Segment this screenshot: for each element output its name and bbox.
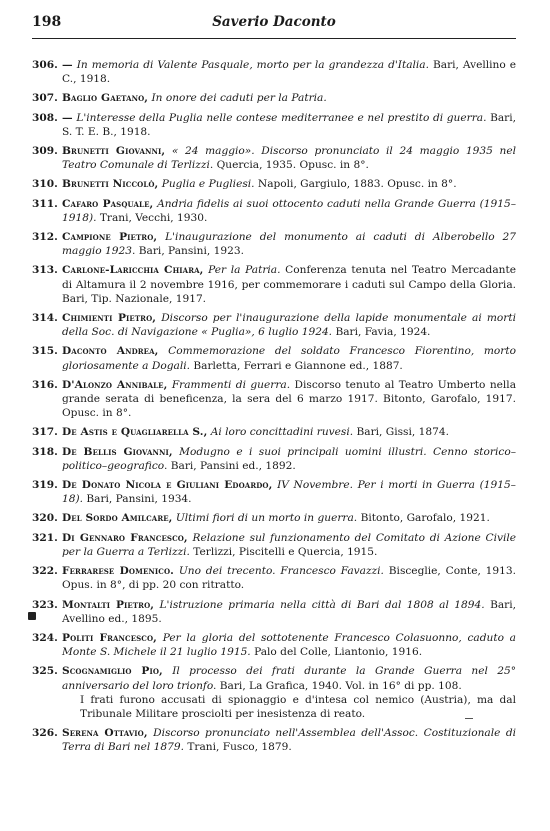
entry-publication: Bari, Pansini, 1934. — [86, 493, 192, 506]
entry-number: 312. — [32, 231, 58, 244]
entry-author: Politi Francesco, — [62, 631, 157, 644]
entry-title: Per la gloria del sottotenente Francesco Colasuonno, caduto a Monte S. Michele il 21 luglio 1915. — [62, 631, 516, 659]
entry-author: Brunetti Giovanni, — [62, 145, 166, 158]
entry-number: 311. — [32, 197, 58, 210]
entry-author: Scognamiglio Pio, — [62, 665, 163, 678]
entry-author: Montalti Pietro, — [62, 598, 155, 611]
entry-author: Del Sordo Amilcare, — [62, 512, 173, 525]
entry-number: 317. — [32, 426, 58, 439]
entry-number: 308. — [32, 111, 58, 124]
bibliography-entry — [32, 91, 516, 105]
entry-author: De Donato Nicola e Giuliani Edoardo, — [62, 479, 273, 492]
entry-publication: Barletta, Ferrari e Giannone ed., 1887. — [193, 359, 403, 372]
bibliography-entry — [32, 511, 516, 525]
header-rule — [32, 38, 516, 39]
entry-title: Discorso pronunciato nell'Assemblea dell'Assoc. Costituzionale di Terra di Bari nel 1879. — [62, 727, 516, 754]
entry-number: 322. — [32, 565, 58, 578]
bibliography-entry — [32, 631, 516, 659]
entry-number: 319. — [32, 479, 58, 492]
entry-author: Cafaro Pasquale, — [62, 197, 154, 210]
entry-publication: Conferenza tenuta nel Teatro Mercadante di Altamura il 2 novembre 1916, per commemorare i caduti sul Campo della Gloria. Bari, Tip. Nazionale, 1917. — [62, 264, 517, 305]
entry-title: L'inaugurazione del monumento ai caduti di Alberobello 27 maggio 1923. — [62, 231, 516, 258]
entry-publication: Bitonto, Garofalo, 1921. — [360, 512, 490, 525]
entry-title: In onore dei caduti per la Patria. — [151, 92, 327, 105]
bibliography-entry — [32, 726, 516, 754]
entry-title: Modugno e i suoi principali uomini illustri. Cenno storico–politico–geografico. — [62, 445, 516, 472]
bibliography-list — [32, 58, 516, 760]
entry-number: 315. — [32, 345, 58, 358]
entry-author: Chimienti Pietro, — [62, 312, 157, 325]
entry-number: 324. — [32, 631, 58, 644]
entry-author: Serena Ottavio, — [62, 727, 148, 740]
entry-title: Uno dei trecento. Francesco Favazzi. — [178, 565, 384, 578]
entry-publication: Bari, Gissi, 1874. — [356, 426, 449, 439]
entry-number: 310. — [32, 178, 58, 191]
entry-number: 314. — [32, 312, 58, 325]
entry-number: 323. — [32, 598, 58, 611]
entry-title: Commemorazione del soldato Francesco Fiorentino, morto gloriosamente a Dogali. — [62, 345, 516, 372]
entry-author: Brunetti Niccolò, — [62, 178, 159, 191]
ink-dash-mark — [465, 718, 473, 719]
entry-author: Ferrarese Domenico. — [62, 565, 174, 578]
entry-title: L'istruzione primaria nella città di Bari dal 1808 al 1894. — [159, 598, 485, 611]
entry-publication: Bari, S. T. E. B., 1918. — [62, 111, 516, 138]
entry-publication: Bari, Favia, 1924. — [335, 326, 431, 339]
entry-author: — — [62, 59, 73, 71]
entry-note: I frati furono accusati di spionaggio e d'intesa col nemico (Austria), ma dal Tribunale Militare prosciolti per inesistenza di reato. — [80, 693, 516, 720]
page-header — [32, 14, 516, 34]
entry-publication: Discorso tenuto al Teatro Umberto nella grande serata di beneficenza, la sera del 6 marzo 1917. Bitonto, Garofalo, 1917. Opusc. in 8°. — [62, 378, 517, 420]
entry-number: 307. — [32, 92, 58, 105]
entry-title: Discorso per l'inaugurazione della lapide monumentale ai morti della Soc. di Navigazione « Puglia», 6 luglio 1924. — [62, 312, 516, 339]
entry-number: 306. — [32, 59, 58, 71]
entry-publication: Bisceglie, Conte, 1913. Opus. in 8°, di pp. 20 con ritratto. — [62, 565, 517, 592]
entry-publication: Terlizzi, Piscitelli e Quercia, 1915. — [193, 545, 378, 558]
bibliography-entry — [32, 311, 516, 339]
entry-title: In memoria di Valente Pasquale, morto per la grandezza d'Italia. — [76, 59, 429, 71]
margin-ink-mark — [28, 612, 36, 620]
entry-author: D'Alonzo Annibale, — [62, 378, 168, 391]
bibliography-entry — [32, 531, 516, 559]
bibliography-entry — [32, 478, 516, 506]
entry-title: Relazione sul funzionamento del Comitato di Azione Civile per la Guerra a Terlizzi. — [62, 531, 516, 558]
entry-publication: Trani, Fusco, 1879. — [187, 741, 292, 754]
entry-number: 313. — [32, 264, 58, 277]
bibliography-entry — [32, 598, 516, 626]
bibliography-entry — [32, 425, 516, 439]
bibliography-entry — [32, 378, 516, 421]
bibliography-entry — [32, 177, 516, 191]
entry-title: « 24 maggio». Discorso pronunciato il 24 maggio 1935 nel Teatro Comunale di Terlizzi. — [62, 145, 517, 172]
bibliography-entry — [32, 445, 516, 473]
entry-author: Daconto Andrea, — [62, 345, 159, 358]
entry-number: 309. — [32, 145, 58, 158]
entry-author: Campione Pietro, — [62, 231, 158, 244]
entry-title: Puglia e Pugliesi. — [161, 178, 255, 191]
entry-publication: Bari, Avellino ed., 1895. — [62, 598, 516, 625]
entry-publication: Trani, Vecchi, 1930. — [99, 211, 208, 224]
entry-title: IV Novembre. Per i morti in Guerra (1915–18). — [62, 479, 516, 506]
entry-title: Andria fidelis ai suoi ottocento caduti nella Grande Guerra (1915–1918). — [62, 197, 516, 224]
entry-publication: Bari, Pansini ed., 1892. — [170, 459, 296, 472]
entry-title: Frammenti di guerra. — [171, 378, 291, 391]
entry-title: Per la Patria. — [208, 264, 281, 277]
entry-number: 316. — [32, 378, 58, 391]
entry-author: Di Gennaro Francesco, — [62, 531, 188, 544]
entry-author: De Astis e Quagliarella S., — [62, 426, 208, 439]
entry-author: — — [62, 111, 73, 124]
entry-number: 320. — [32, 512, 58, 525]
entry-title: Ai loro concittadini ruvesi. — [210, 426, 354, 439]
entry-publication: Bari, Pansini, 1923. — [138, 245, 244, 258]
bibliography-entry — [32, 263, 516, 306]
entry-number: 325. — [32, 665, 58, 678]
entry-publication: Napoli, Gargiulo, 1883. Opusc. in 8°. — [257, 178, 457, 191]
page-number: 198 — [32, 14, 62, 30]
bibliography-entry — [32, 197, 516, 225]
bibliography-entry — [32, 144, 516, 172]
entry-title: Il processo dei frati durante la Grande Guerra nel 25° anniversario del loro trionfo. — [62, 665, 516, 692]
entry-publication: Bari, La Grafica, 1940. Vol. in 16° di pp. 108. — [219, 679, 462, 692]
bibliography-entry — [32, 230, 516, 258]
entry-author: Carlone-Laricchia Chiara, — [62, 264, 204, 277]
running-head: Saverio Daconto — [212, 14, 336, 30]
bibliography-entry — [32, 58, 516, 86]
bibliography-entry — [32, 564, 516, 592]
entry-author: Baglio Gaetano, — [62, 92, 149, 105]
bibliography-entry — [32, 111, 516, 139]
entry-number: 318. — [32, 445, 58, 458]
bibliography-entry — [32, 664, 516, 721]
entry-publication: Bari, Avellino e C., 1918. — [62, 59, 517, 86]
entry-publication: Palo del Colle, Liantonio, 1916. — [254, 646, 423, 659]
entry-title: L'interesse della Puglia nelle contese mediterranee e nel prestito di guerra. — [76, 111, 487, 124]
entry-author: De Bellis Giovanni, — [62, 445, 173, 458]
entry-publication: Quercia, 1935. Opusc. in 8°. — [216, 159, 369, 172]
entry-number: 321. — [32, 531, 58, 544]
entry-title: Ultimi fiori di un morto in guerra. — [175, 512, 358, 525]
entry-number: 326. — [32, 727, 58, 740]
bibliography-entry — [32, 344, 516, 372]
